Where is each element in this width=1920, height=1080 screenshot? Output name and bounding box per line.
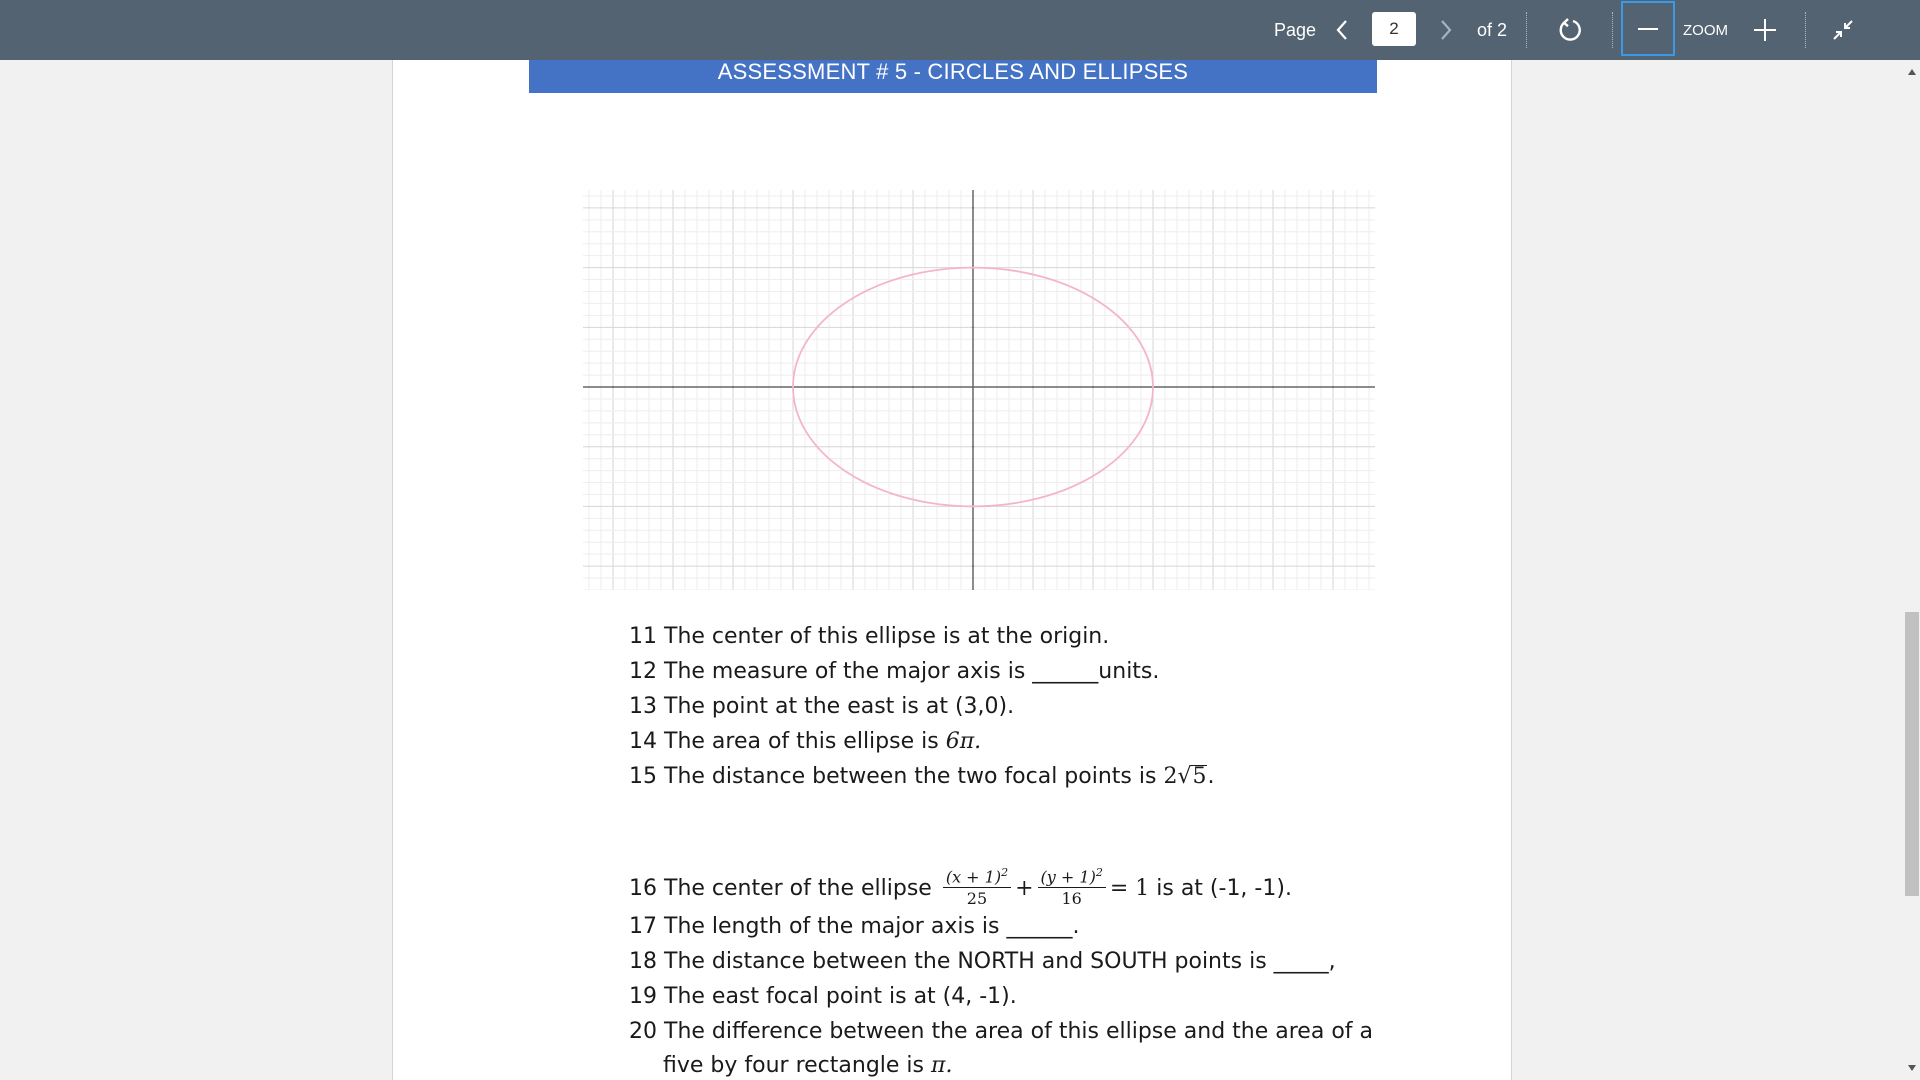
pdf-toolbar <box>0 0 1920 60</box>
x-axis-tick <box>1092 386 1094 388</box>
document-viewer[interactable] <box>0 60 1904 1080</box>
plus-icon <box>1754 19 1776 41</box>
minus-icon <box>1638 27 1658 31</box>
question-number: 20 <box>629 1019 657 1044</box>
question-17 <box>629 914 1079 939</box>
chevron-right-icon <box>1439 19 1453 41</box>
fraction-numerator: (x + 1) <box>945 867 1002 887</box>
zoom-label: ZOOM <box>1683 21 1728 39</box>
radical-sign: √ <box>1177 764 1192 789</box>
question-20-continued <box>663 1053 952 1078</box>
question-text: five by four rectangle is <box>663 1053 924 1078</box>
question-number: 15 <box>629 764 657 789</box>
fraction-denominator: 16 <box>1061 889 1082 909</box>
question-text: The distance between the two focal points is <box>664 764 1157 789</box>
zoom-out-button[interactable] <box>1621 1 1675 56</box>
math-coefficient: 2 <box>1163 764 1178 789</box>
chevron-left-icon <box>1335 19 1349 41</box>
vertical-scrollbar[interactable] <box>1904 60 1920 1080</box>
question-text: The distance between the NORTH and SOUTH points is _____, <box>664 949 1336 974</box>
math-expression: π. <box>931 1053 953 1078</box>
x-axis-tick <box>672 386 674 388</box>
page-number-input[interactable] <box>1372 12 1416 46</box>
question-number: 18 <box>629 949 657 974</box>
rotate-icon <box>1556 16 1584 44</box>
fraction-denominator: 25 <box>966 889 988 909</box>
x-axis-tick <box>852 386 854 388</box>
question-text: The point at the east is at (3,0). <box>664 694 1015 719</box>
equals-one: = 1 <box>1109 876 1150 902</box>
question-text: The length of the major axis is ______. <box>664 914 1080 939</box>
exit-fullscreen-button[interactable] <box>1828 0 1858 60</box>
exponent: 2 <box>1095 866 1103 879</box>
y-axis-tick <box>972 565 974 567</box>
question-15 <box>629 764 1214 789</box>
arrow-down-icon <box>1908 1065 1916 1071</box>
y-axis-tick <box>972 207 974 209</box>
assessment-title-banner: ASSESSMENT # 5 - CIRCLES AND ELLIPSES <box>529 60 1377 93</box>
question-text: The center of this ellipse is at the origin. <box>664 624 1110 649</box>
question-18 <box>629 949 1336 974</box>
radicand: 5 <box>1192 764 1207 789</box>
question-20 <box>629 1019 1373 1044</box>
x-axis-tick <box>1032 386 1034 388</box>
page-total: of 2 <box>1477 19 1508 40</box>
math-expression: 6π. <box>945 729 982 754</box>
fraction-x <box>943 866 1011 908</box>
y-axis-tick <box>972 326 974 328</box>
question-number: 12 <box>629 659 657 684</box>
scroll-down-button[interactable] <box>1904 1060 1920 1076</box>
question-12 <box>629 659 1159 684</box>
question-number: 17 <box>629 914 657 939</box>
zoom-in-button[interactable] <box>1752 0 1778 60</box>
question-text: The east focal point is at (4, -1). <box>664 984 1017 1009</box>
pdf-page <box>392 60 1512 1080</box>
toolbar-divider <box>1805 12 1806 48</box>
question-text: The center of the ellipse <box>664 876 932 902</box>
scroll-up-button[interactable] <box>1904 64 1920 80</box>
question-14 <box>629 729 981 754</box>
x-axis-tick <box>1272 386 1274 388</box>
fraction-numerator: (y + 1) <box>1040 867 1096 887</box>
question-16 <box>629 868 1292 910</box>
question-number: 11 <box>629 624 657 649</box>
page-label: Page <box>1274 19 1317 40</box>
question-number: 13 <box>629 694 657 719</box>
question-13 <box>629 694 1014 719</box>
plus-sign: + <box>1015 876 1034 902</box>
fraction-y <box>1038 866 1106 908</box>
question-number: 14 <box>629 729 657 754</box>
toolbar-divider <box>1612 12 1613 48</box>
question-text: The area of this ellipse is <box>664 729 939 754</box>
question-19 <box>629 984 1017 1009</box>
x-axis-tick <box>912 386 914 388</box>
x-axis-tick <box>1212 386 1214 388</box>
x-axis-tick <box>732 386 734 388</box>
question-number: 19 <box>629 984 657 1009</box>
arrow-up-icon <box>1908 69 1916 75</box>
ellipse-graph <box>583 190 1375 590</box>
x-axis-tick <box>612 386 614 388</box>
exponent: 2 <box>1001 866 1009 879</box>
toolbar-divider <box>1526 12 1527 48</box>
x-axis-tick <box>1332 386 1334 388</box>
scrollbar-thumb[interactable] <box>1905 612 1919 896</box>
y-axis-tick <box>972 446 974 448</box>
sentence-end: . <box>1207 764 1215 789</box>
previous-page-button[interactable] <box>1330 0 1354 60</box>
question-text-end: is at (-1, -1). <box>1156 876 1292 902</box>
question-text: The difference between the area of this ellipse and the area of a <box>664 1019 1373 1044</box>
next-page-button[interactable] <box>1434 0 1458 60</box>
collapse-icon <box>1832 19 1854 41</box>
question-11 <box>629 624 1109 649</box>
question-text: The measure of the major axis is ______units. <box>664 659 1160 684</box>
rotate-button[interactable] <box>1554 0 1586 60</box>
question-number: 16 <box>629 876 657 902</box>
